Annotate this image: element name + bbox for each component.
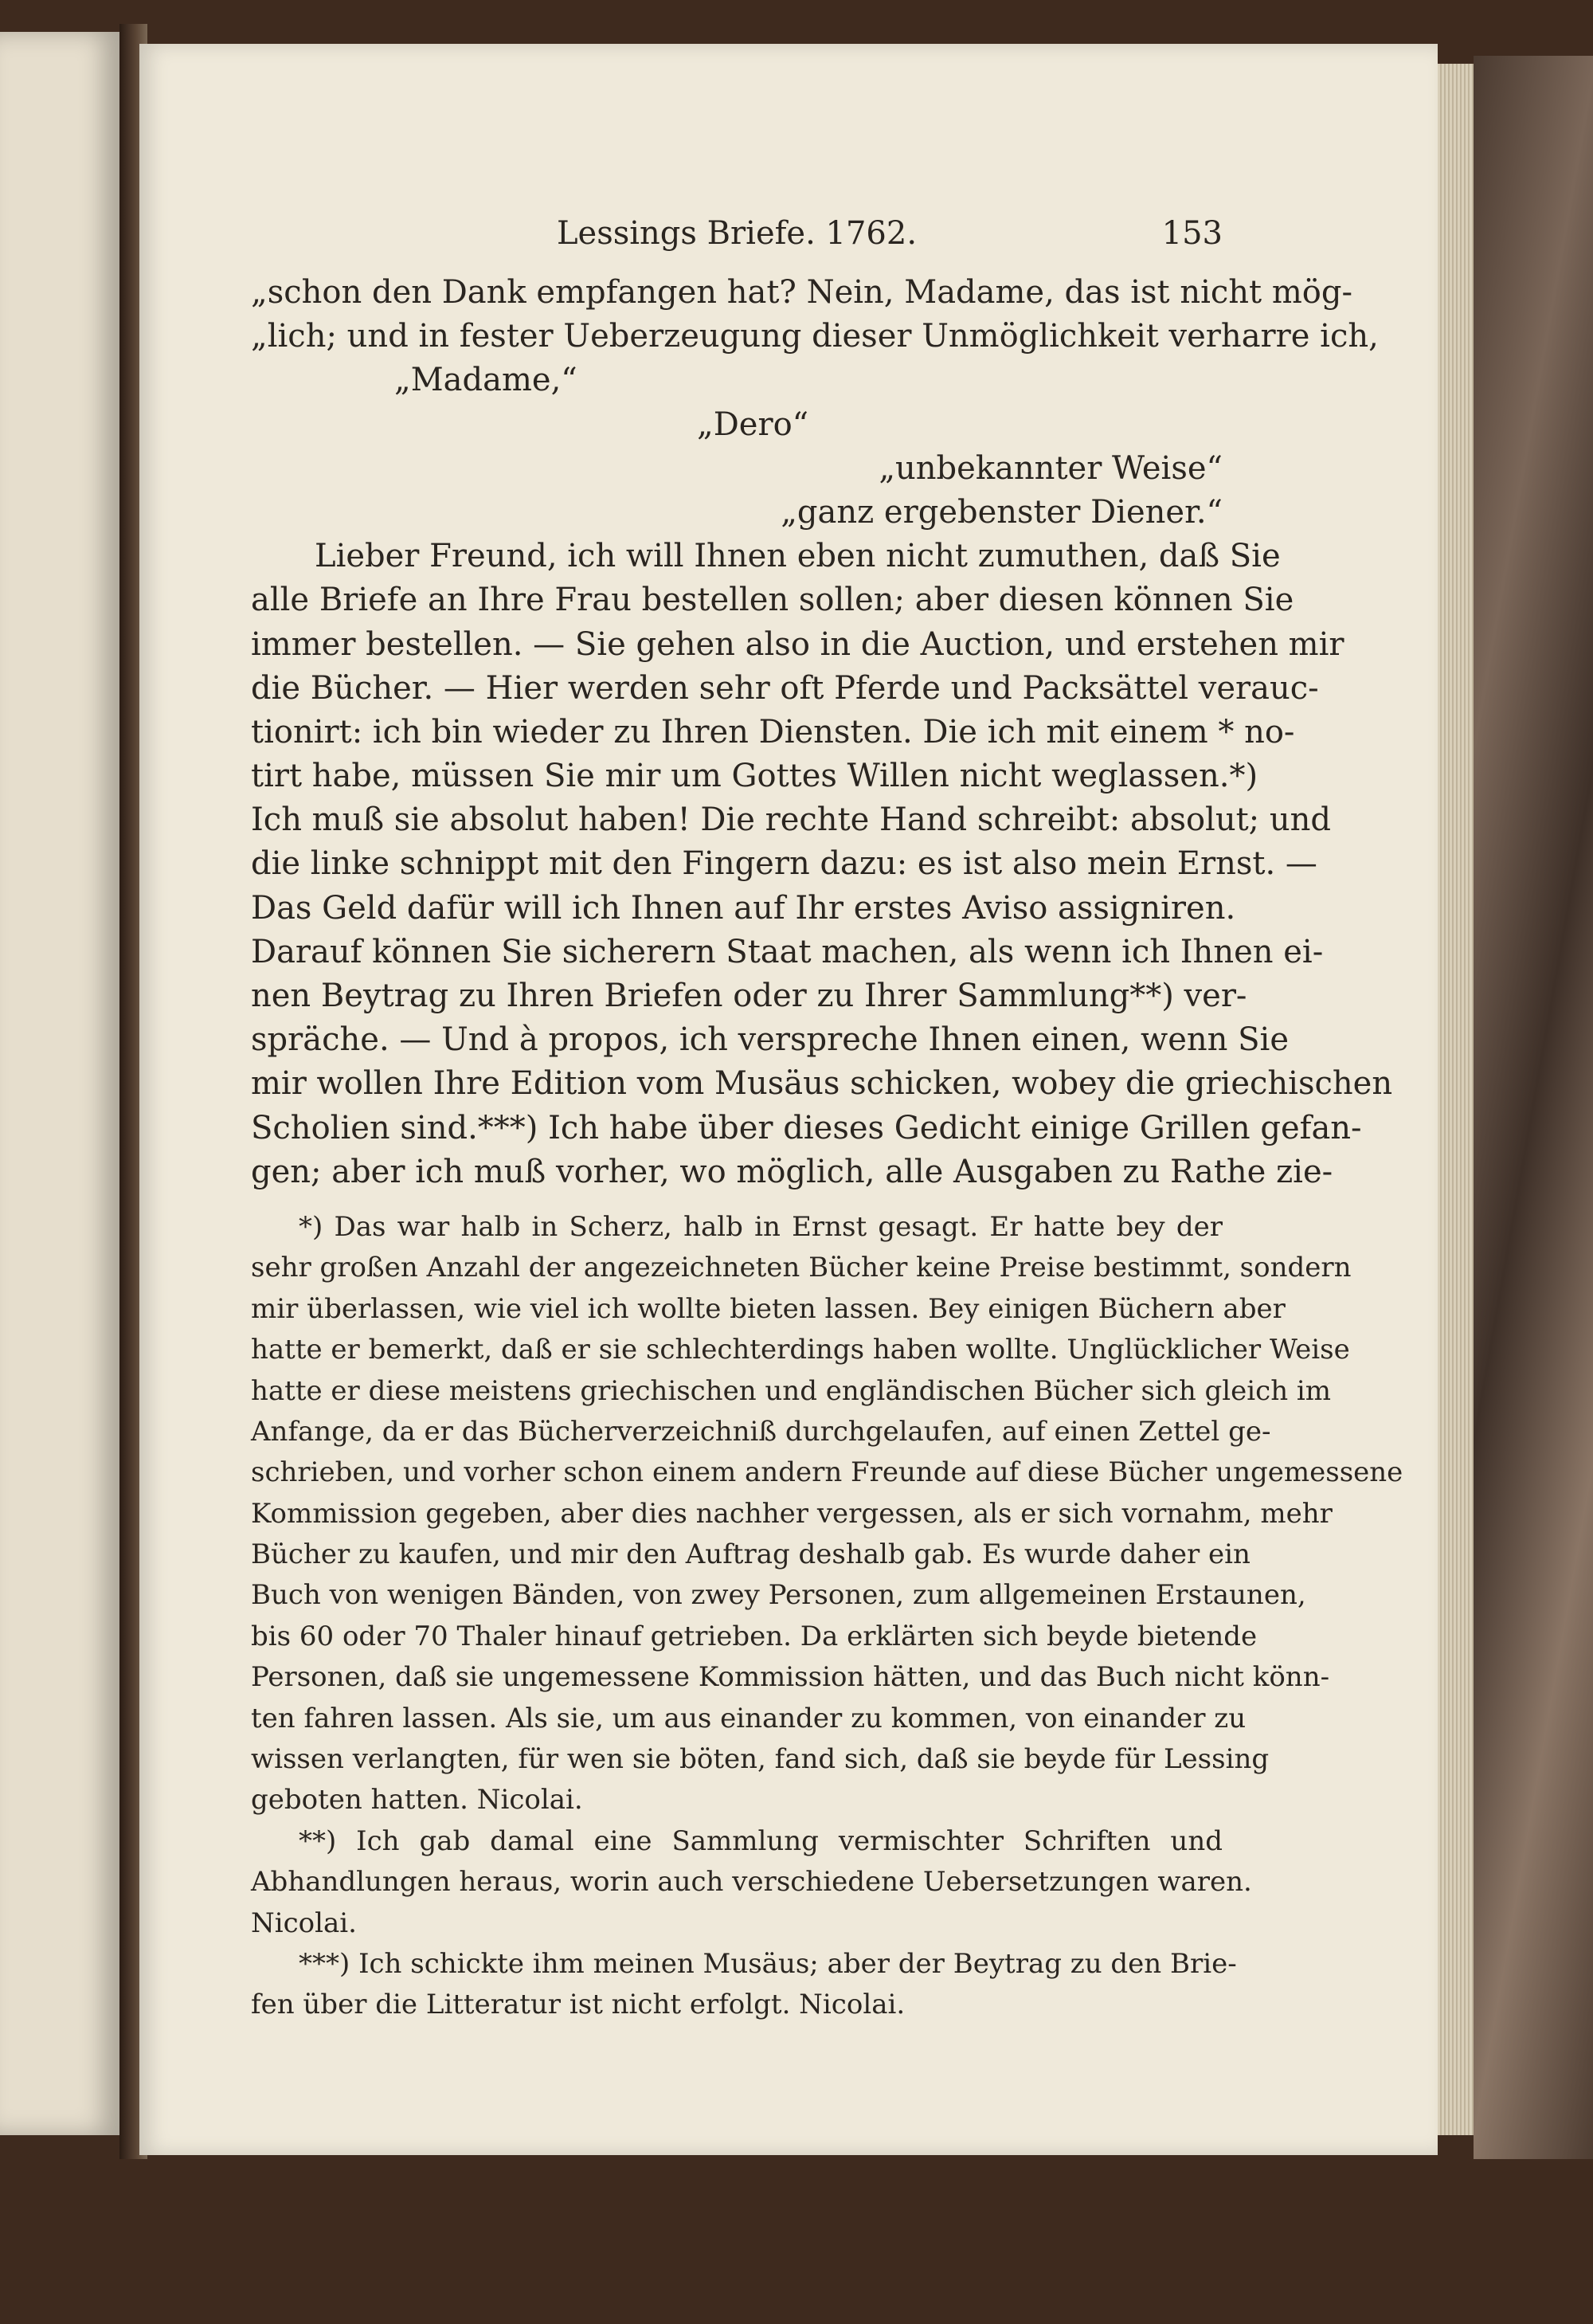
marbled-cover-board: [1474, 56, 1593, 2159]
body-line: Ich muß sie absolut haben! Die rechte Hand schreibt: absolut; und: [251, 801, 1331, 839]
body-line: „schon den Dank empfangen hat? Nein, Madame, das ist nicht mög-: [251, 274, 1352, 311]
footnote-line: hatte er diese meistens griechischen und engländischen Bücher sich gleich im: [251, 1374, 1332, 1407]
closing-line: „Dero“: [697, 406, 809, 443]
footnote-line: Abhandlungen heraus, worin auch verschiedene Uebersetzungen waren.: [251, 1866, 1252, 1899]
footnote-line: sehr großen Anzahl der angezeichneten Bücher keine Preise bestimmt, sondern: [251, 1252, 1352, 1284]
body-line: Scholien sind.***) Ich habe über dieses Gedicht einige Grillen gefan-: [251, 1109, 1362, 1146]
footnote-line: Buch von wenigen Bänden, von zwey Personen, zum allgemeinen Erstaunen,: [251, 1579, 1306, 1612]
body-line: Das Geld dafür will ich Ihnen auf Ihr erstes Aviso assigniren.: [251, 889, 1236, 927]
footnote-line: bis 60 oder 70 Thaler hinauf getrieben. Da erklärten sich beyde bietende: [251, 1620, 1258, 1652]
body-line: die linke schnippt mit den Fingern dazu: es ist also mein Ernst. —: [251, 845, 1317, 883]
page-number: 153: [1161, 215, 1223, 252]
body-line: gen; aber ich muß vorher, wo möglich, alle Ausgaben zu Rathe zie-: [251, 1153, 1333, 1190]
body-line: Darauf können Sie sicherern Staat machen, als wenn ich Ihnen ei-: [251, 933, 1324, 970]
closing-line: „Madame,“: [394, 362, 577, 399]
closing-line: „unbekannter Weise“: [879, 449, 1223, 487]
body-line: immer bestellen. — Sie gehen also in die Auction, und erstehen mir: [251, 625, 1344, 663]
footnote-line: wissen verlangten, für wen sie böten, fand sich, daß sie beyde für Lessing: [251, 1743, 1270, 1776]
closing-line: „ganz ergebenster Diener.“: [781, 493, 1223, 531]
footnote-line: Kommission gegeben, aber dies nachher vergessen, als er sich vornahm, mehr: [251, 1497, 1333, 1530]
footnote-line: fen über die Litteratur ist nicht erfolgt. Nicolai.: [251, 1989, 906, 2021]
running-head: [251, 215, 1223, 263]
footnote-line: ***) Ich schickte ihm meinen Musäus; aber der Beytrag zu den Brie-: [299, 1947, 1237, 1980]
footnote-line: geboten hatten. Nicolai.: [251, 1784, 583, 1816]
page-text: [251, 215, 1403, 2026]
body-line: die Bücher. — Hier werden sehr oft Pferde und Packsättel verauc-: [251, 669, 1319, 707]
footnotes: [251, 1207, 1403, 2026]
body-line: tirt habe, müssen Sie mir um Gottes Willen nicht weglassen.*): [251, 758, 1258, 795]
footnote-line: Anfange, da er das Bücherverzeichniß durchgelaufen, auf einen Zettel ge-: [251, 1415, 1271, 1448]
page-edges: [1438, 64, 1474, 2135]
body-line: „lich; und in fester Ueberzeugung dieser Unmöglichkeit verharre ich,: [251, 318, 1379, 355]
footnote-line: ten fahren lassen. Als sie, um aus einander zu kommen, von einander zu: [251, 1702, 1247, 1734]
body-line: nen Beytrag zu Ihren Briefen oder zu Ihrer Sammlung**) ver-: [251, 978, 1247, 1014]
body-line: Lieber Freund, ich will Ihnen eben nicht zumuthen, daß Sie: [315, 538, 1281, 575]
footnote-line: schrieben, und vorher schon einem andern Freunde auf diese Bücher ungemessene: [251, 1456, 1403, 1489]
footnote-line: Bücher zu kaufen, und mir den Auftrag deshalb gab. Es wurde daher ein: [251, 1538, 1251, 1571]
footnote-line: *) Das war halb in Scherz, halb in Ernst gesagt. Er hatte bey der: [299, 1210, 1223, 1243]
footnote-line: Nicolai.: [251, 1907, 357, 1939]
letter-body: [251, 271, 1393, 1194]
footnote-line: mir überlassen, wie viel ich wollte bieten lassen. Bey einigen Büchern aber: [251, 1292, 1286, 1325]
footnote-line: **) Ich gab damal eine Sammlung vermischter Schriften und: [299, 1824, 1223, 1857]
body-line: alle Briefe an Ihre Frau bestellen sollen; aber diesen können Sie: [251, 582, 1294, 619]
footnote-line: hatte er bemerkt, daß er sie schlechterdings haben wollte. Unglücklicher Weise: [251, 1334, 1350, 1366]
facing-page: [0, 32, 119, 2135]
body-line: mir wollen Ihre Edition vom Musäus schicken, wobey die griechischen: [251, 1065, 1393, 1103]
body-line: spräche. — Und à propos, ich verspreche Ihnen einen, wenn Sie: [251, 1021, 1290, 1059]
footnote-line: Personen, daß sie ungemessene Kommission hätten, und das Buch nicht könn-: [251, 1661, 1330, 1694]
body-line: tionirt: ich bin wieder zu Ihren Diensten. Die ich mit einem * no-: [251, 713, 1295, 750]
running-head-title: Lessings Briefe. 1762.: [556, 215, 918, 252]
